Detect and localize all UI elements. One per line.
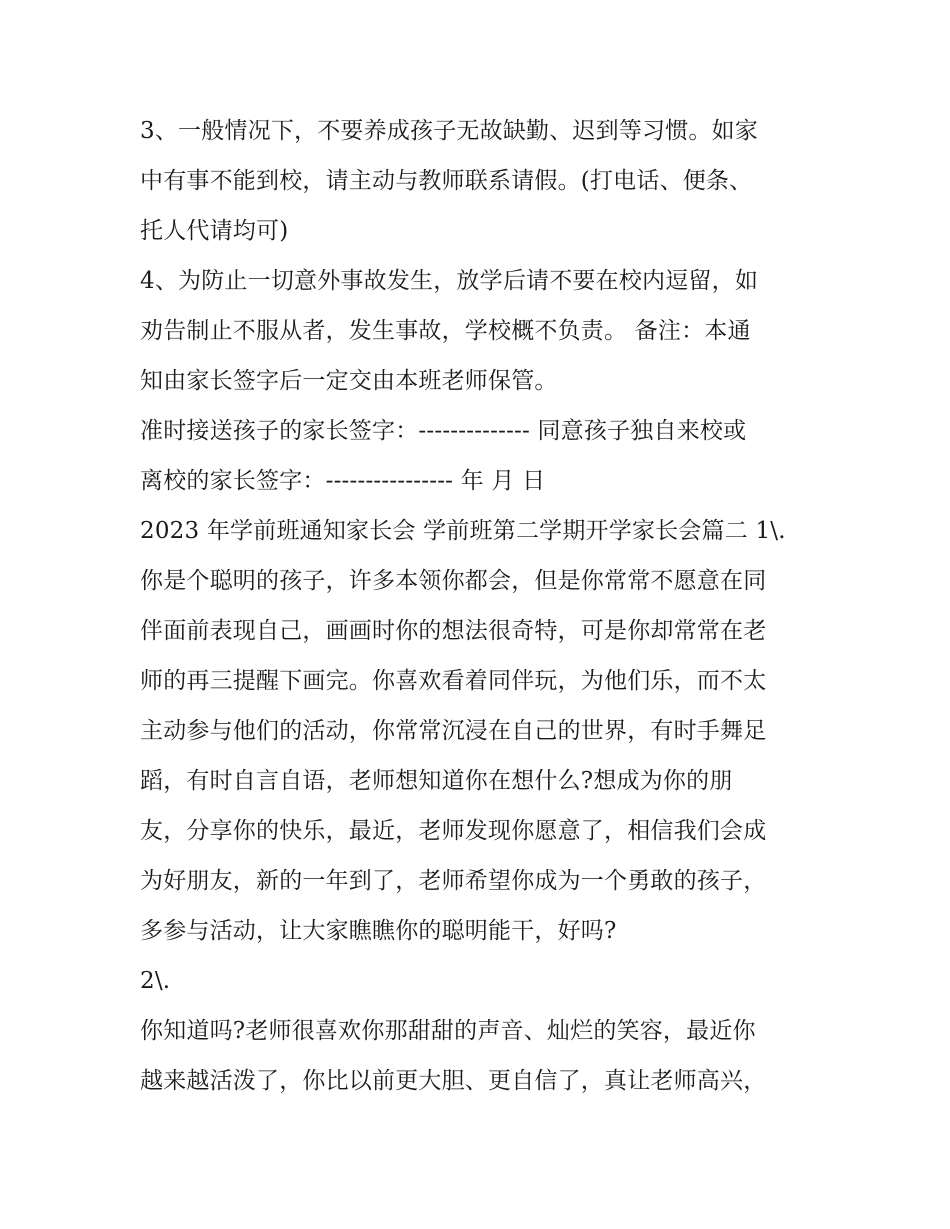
text-line-rule-4: 4、为防止一切意外事故发生，放学后请不要在校内逗留，如	[140, 268, 759, 294]
text-line: 中有事不能到校，请主动与教师联系请假。(打电话、便条、	[140, 168, 753, 194]
signature-line-date: 离校的家长签字：---------------- 年 月 日	[140, 468, 546, 494]
item-number: 2\.	[140, 968, 171, 994]
text-line: 主动参与他们的活动，你常常沉浸在自己的世界，有时手舞足	[140, 718, 767, 744]
text-line: 劝告制止不服从者，发生事故，学校概不负责。 备注：本通	[140, 318, 751, 344]
text-line: 师的再三提醒下画完。你喜欢看着同伴玩，为他们乐，而不太	[140, 668, 767, 694]
text-line: 你是个聪明的孩子，许多本领你都会，但是你常常不愿意在同	[140, 568, 767, 594]
text-line: 越来越活泼了，你比以前更大胆、更自信了，真让老师高兴，	[140, 1068, 767, 1094]
text-line: 多参与活动，让大家瞧瞧你的聪明能干，好吗?	[140, 918, 617, 944]
text-line: 蹈，有时自言自语，老师想知道你在想什么?想成为你的朋	[140, 768, 733, 794]
text-line-rule-3: 3、一般情况下，不要养成孩子无故缺勤、迟到等习惯。如家	[140, 118, 759, 144]
text-line: 你知道吗?老师很喜欢你那甜甜的声音、灿烂的笑容，最近你	[140, 1018, 756, 1044]
text-line: 托人代请均可)	[140, 218, 289, 244]
text-line: 为好朋友，新的一年到了，老师希望你成为一个勇敢的孩子，	[140, 868, 767, 894]
text-line: 知由家长签字后一定交由本班老师保管。	[140, 368, 558, 394]
section-heading: 2023 年学前班通知家长会 学前班第二学期开学家长会篇二 1\.	[140, 518, 786, 544]
text-line: 伴面前表现自己，画画时你的想法很奇特，可是你却常常在老	[140, 618, 767, 644]
document-body	[140, 106, 820, 1106]
signature-line-pickup: 准时接送孩子的家长签字：-------------- 同意孩子独自来校或	[140, 418, 747, 444]
text-line: 友，分享你的快乐，最近，老师发现你愿意了，相信我们会成	[140, 818, 767, 844]
